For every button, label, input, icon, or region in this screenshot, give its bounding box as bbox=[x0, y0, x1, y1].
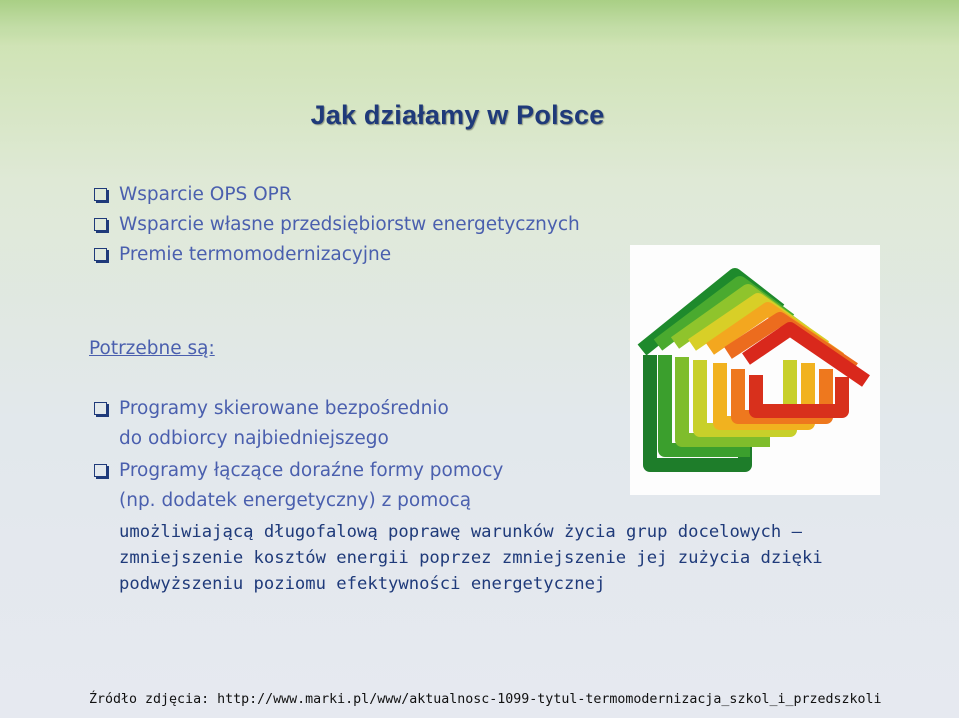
bullet-item: Wsparcie OPS OPR bbox=[119, 184, 292, 205]
slide-title: Jak działamy w Polsce bbox=[310, 100, 605, 130]
bullet-checkbox-icon bbox=[94, 464, 107, 477]
needs-item-line: Programy łączące doraźne formy pomocy bbox=[119, 460, 504, 481]
image-source-note: Źródło zdjęcia: http://www.marki.pl/www/aktualnosc-1099-tytul-termomodernizacja_szkol_i_przedszkoli bbox=[89, 692, 882, 707]
energy-house-image bbox=[630, 245, 880, 495]
bullet-checkbox-icon bbox=[94, 218, 107, 231]
top-band bbox=[0, 0, 959, 46]
energy-house-icon bbox=[630, 245, 880, 495]
paragraph-line: podwyższeniu poziomu efektywności energetycznej bbox=[119, 574, 606, 594]
bullet-item: Premie termomodernizacyjne bbox=[119, 244, 392, 265]
bullet-checkbox-icon bbox=[94, 188, 107, 201]
bullet-item: Wsparcie własne przedsiębiorstw energetycznych bbox=[119, 214, 580, 235]
paragraph-line: zmniejszenie kosztów energii poprzez zmniejszenie jej zużycia dzięki bbox=[119, 548, 823, 568]
paragraph-line: umożliwiającą długofalową poprawę warunków życia grup docelowych – bbox=[119, 522, 802, 542]
needs-item-line: (np. dodatek energetyczny) z pomocą bbox=[119, 490, 472, 511]
bullet-checkbox-icon bbox=[94, 248, 107, 261]
needs-item-line: do odbiorcy najbiedniejszego bbox=[119, 428, 389, 449]
section-heading: Potrzebne są: bbox=[89, 338, 215, 359]
needs-item-line: Programy skierowane bezpośrednio bbox=[119, 398, 449, 419]
bullet-checkbox-icon bbox=[94, 402, 107, 415]
